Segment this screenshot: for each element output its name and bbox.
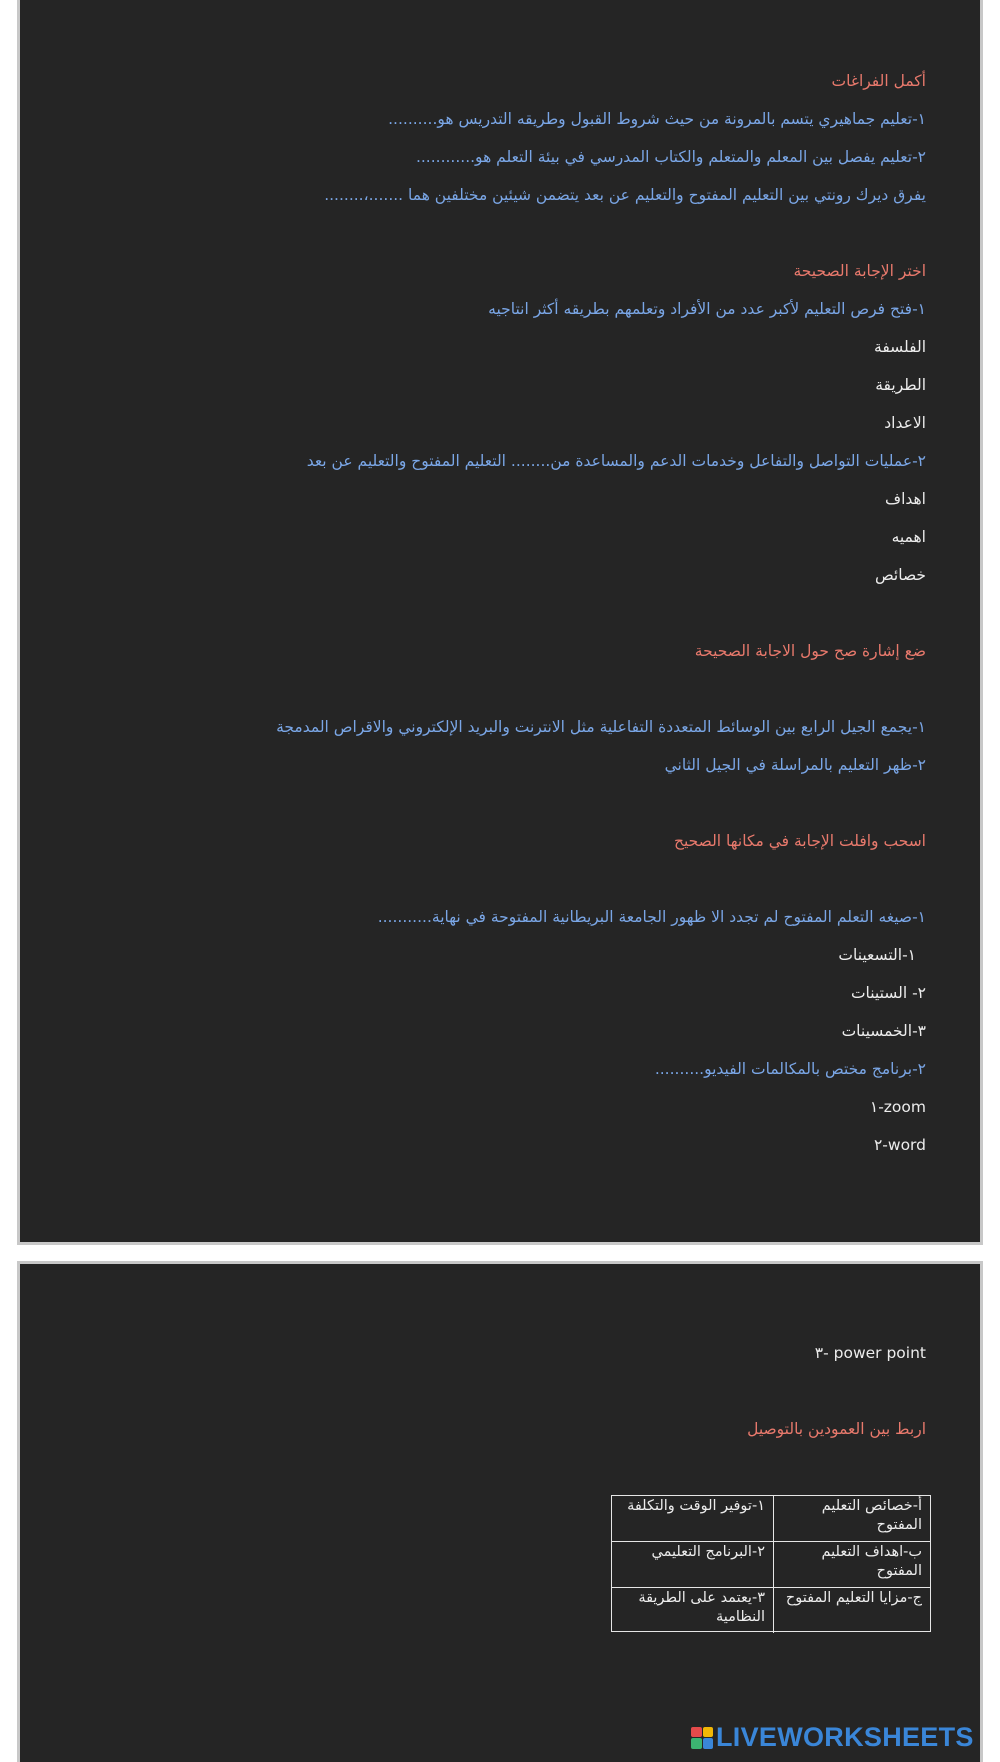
choice-q1-option-3[interactable]: الاعداد: [884, 414, 926, 432]
worksheet-page-1: [17, 0, 983, 1245]
drag-q1-option-2[interactable]: ٢- الستينات: [850, 984, 926, 1002]
drag-q2-option-3[interactable]: power point -٣: [814, 1344, 926, 1362]
choice-q2-option-2[interactable]: اهميه: [891, 528, 926, 546]
choice-q1-option-1[interactable]: الفلسفة: [874, 338, 926, 356]
choice-question-1: ١-فتح فرص التعليم لأكبر عدد من الأفراد وتعلمهم بطريقه أكثر انتاجيه: [488, 300, 926, 318]
drag-q2-option-1[interactable]: zoom-١: [869, 1098, 926, 1116]
true-false-statement-1[interactable]: ١-يجمع الجيل الرابع بين الوسائط المتعددة التفاعلية مثل الانترنت والبريد الإلكتروني والاقراص المدمجة: [276, 718, 926, 736]
logo-squares-icon: [691, 1727, 713, 1749]
matching-column-b-item-1[interactable]: ١-توفير الوقت والتكلفة: [612, 1496, 774, 1541]
worksheet-page-2: [17, 1261, 983, 1762]
matching-table: [611, 1495, 931, 1632]
section-heading-fill-blanks: أكمل الفراغات: [831, 72, 926, 90]
matching-column-a-item-2[interactable]: ب-اهداف التعليم المفتوح: [821, 1544, 922, 1579]
fill-question-3: يفرق ديرك رونتي بين التعليم المفتوح والتعليم عن بعد يتضمن شيئين مختلفين هما .......،........: [324, 186, 926, 204]
choice-q2-option-3[interactable]: خصائص: [874, 566, 926, 584]
table-row: [612, 1542, 930, 1587]
section-heading-true-false: ضع إشارة صح حول الاجابة الصحيحة: [694, 642, 926, 660]
drag-q1-option-3[interactable]: ٣-الخمسينات: [841, 1022, 926, 1040]
choice-q1-option-2[interactable]: الطريقة: [875, 376, 926, 394]
drag-question-2: ٢-برنامج مختص بالمكالمات الفيديو..........: [654, 1060, 926, 1078]
matching-column-a-item-1[interactable]: أ-خصائص التعليم المفتوح: [821, 1498, 922, 1533]
liveworksheets-logo: [691, 1722, 974, 1753]
drag-q1-option-1[interactable]: ١-التسعينات: [838, 946, 916, 964]
true-false-statement-2[interactable]: ٢-ظهر التعليم بالمراسلة في الجيل الثاني: [664, 756, 926, 774]
table-row: [612, 1496, 930, 1541]
drag-q2-option-2[interactable]: word-٢: [873, 1136, 926, 1154]
table-row: [612, 1588, 930, 1633]
matching-column-b-item-3[interactable]: ٣-يعتمد على الطريقة النظامية: [612, 1588, 774, 1633]
matching-column-a-item-3[interactable]: ج-مزايا التعليم المفتوح: [785, 1590, 922, 1606]
section-heading-multiple-choice: اختر الإجابة الصحيحة: [793, 262, 926, 280]
section-heading-drag-drop: اسحب وافلت الإجابة في مكانها الصحيح: [673, 832, 926, 850]
logo-text: LIVEWORKSHEETS: [716, 1722, 974, 1752]
choice-q2-option-1[interactable]: اهداف: [885, 490, 926, 508]
choice-question-2: ٢-عمليات التواصل والتفاعل وخدمات الدعم والمساعدة من........ التعليم المفتوح والتعليم عن بعد: [306, 452, 926, 470]
section-heading-matching: اربط بين العمودين بالتوصيل: [747, 1420, 926, 1438]
fill-question-1: ١-تعليم جماهيري يتسم بالمرونة من حيث شروط القبول وطريقه التدريس هو..........: [388, 110, 926, 128]
matching-column-b-item-2[interactable]: ٢-البرنامج التعليمي: [612, 1542, 774, 1587]
drag-question-1: ١-صيغه التعلم المفتوح لم تجدد الا ظهور الجامعة البريطانية المفتوحة في نهاية...........: [377, 908, 926, 926]
fill-question-2: ٢-تعليم يفصل بين المعلم والمتعلم والكتاب المدرسي في بيئة التعلم هو............: [415, 148, 926, 166]
